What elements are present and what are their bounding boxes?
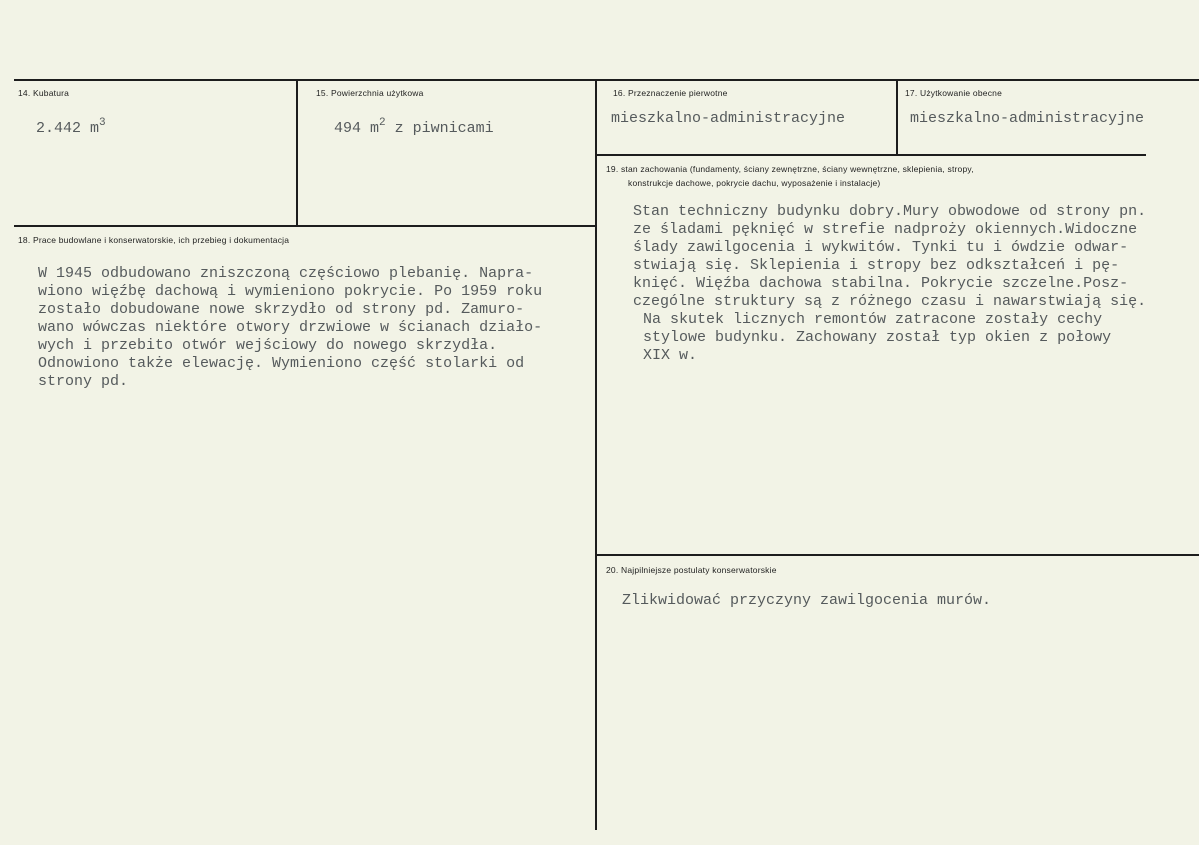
field-17-label: 17. Użytkowanie obecne <box>905 88 1003 98</box>
field-14-value <box>36 117 106 139</box>
field-18-label: 18. Prace budowlane i konserwatorskie, ich przebieg i dokumentacja <box>18 235 290 245</box>
field-15-rest: z piwnicami <box>385 120 494 137</box>
divider-main <box>595 80 597 830</box>
field-19-line: Na skutek licznych remontów zatracone zostały cechy <box>643 311 1103 328</box>
field-15-number: 494 m <box>334 120 380 137</box>
field-16-value: mieszkalno-administracyjne <box>611 110 846 127</box>
field-14-number: 2.442 m <box>36 120 100 137</box>
field-18-line: wiono więźbę dachową i wymieniono pokrycie. Po 1959 roku <box>38 283 543 300</box>
field-19-line: ślady zawilgocenia i wykwitów. Tynki tu i ówdzie odwar- <box>633 239 1129 256</box>
field-19-line: Stan techniczny budynku dobry.Mury obwodowe od strony pn. <box>633 203 1147 220</box>
field-20-value: Zlikwidować przyczyny zawilgocenia murów. <box>622 592 992 609</box>
field-15-label: 15. Powierzchnia użytkowa <box>316 88 424 98</box>
field-18-line: strony pd. <box>38 373 129 390</box>
field-19-label-line2: konstrukcje dachowe, pokrycie dachu, wyposażenie i instalacje) <box>628 178 881 188</box>
field-19-line: XIX w. <box>643 347 698 364</box>
field-19-line: ze śladami pęknięć w strefie nadproży okiennych.Widoczne <box>633 221 1138 238</box>
field-14-label: 14. Kubatura <box>18 88 70 98</box>
field-14-superscript: 3 <box>99 117 106 129</box>
rule-above-20 <box>596 554 1199 556</box>
field-19-line: stylowe budynku. Zachowany został typ okien z połowy <box>643 329 1112 346</box>
field-19-line: czególne struktury są z różnego czasu i nawarstwiają się. <box>633 293 1147 310</box>
field-19-line: stwiają się. Sklepienia i stropy bez odkształceń i pę- <box>633 257 1120 274</box>
field-18-line: wano wówczas niektóre otwory drzwiowe w ścianach działo- <box>38 319 543 336</box>
field-15-superscript: 2 <box>379 117 386 129</box>
field-16-label: 16. Przeznaczenie pierwotne <box>613 88 728 98</box>
field-18-line: wych i przebito otwór wejściowy do nowego skrzydła. <box>38 337 498 354</box>
field-19-label-line1: 19. stan zachowania (fundamenty, ściany zewnętrzne, ściany wewnętrzne, sklepienia, stropy, <box>606 164 974 174</box>
rule-below-16-17 <box>596 154 1146 156</box>
field-15-value <box>334 117 494 139</box>
field-18-line: zostało dobudowane nowe skrzydło od strony pd. Zamuro- <box>38 301 525 318</box>
field-19-line: knięć. Więźba dachowa stabilna. Pokrycie szczelne.Posz- <box>633 275 1129 292</box>
field-18-line: W 1945 odbudowano zniszczoną częściowo plebanię. Napra- <box>38 265 534 282</box>
divider-16-17 <box>896 80 898 154</box>
rule-below-14-15 <box>14 225 596 227</box>
field-17-value: mieszkalno-administracyjne <box>910 110 1145 127</box>
top-rule <box>14 79 1199 81</box>
divider-14-15 <box>296 80 298 226</box>
field-18-line: Odnowiono także elewację. Wymieniono część stolarki od <box>38 355 525 372</box>
field-20-label: 20. Najpilniejsze postulaty konserwatorskie <box>606 565 777 575</box>
